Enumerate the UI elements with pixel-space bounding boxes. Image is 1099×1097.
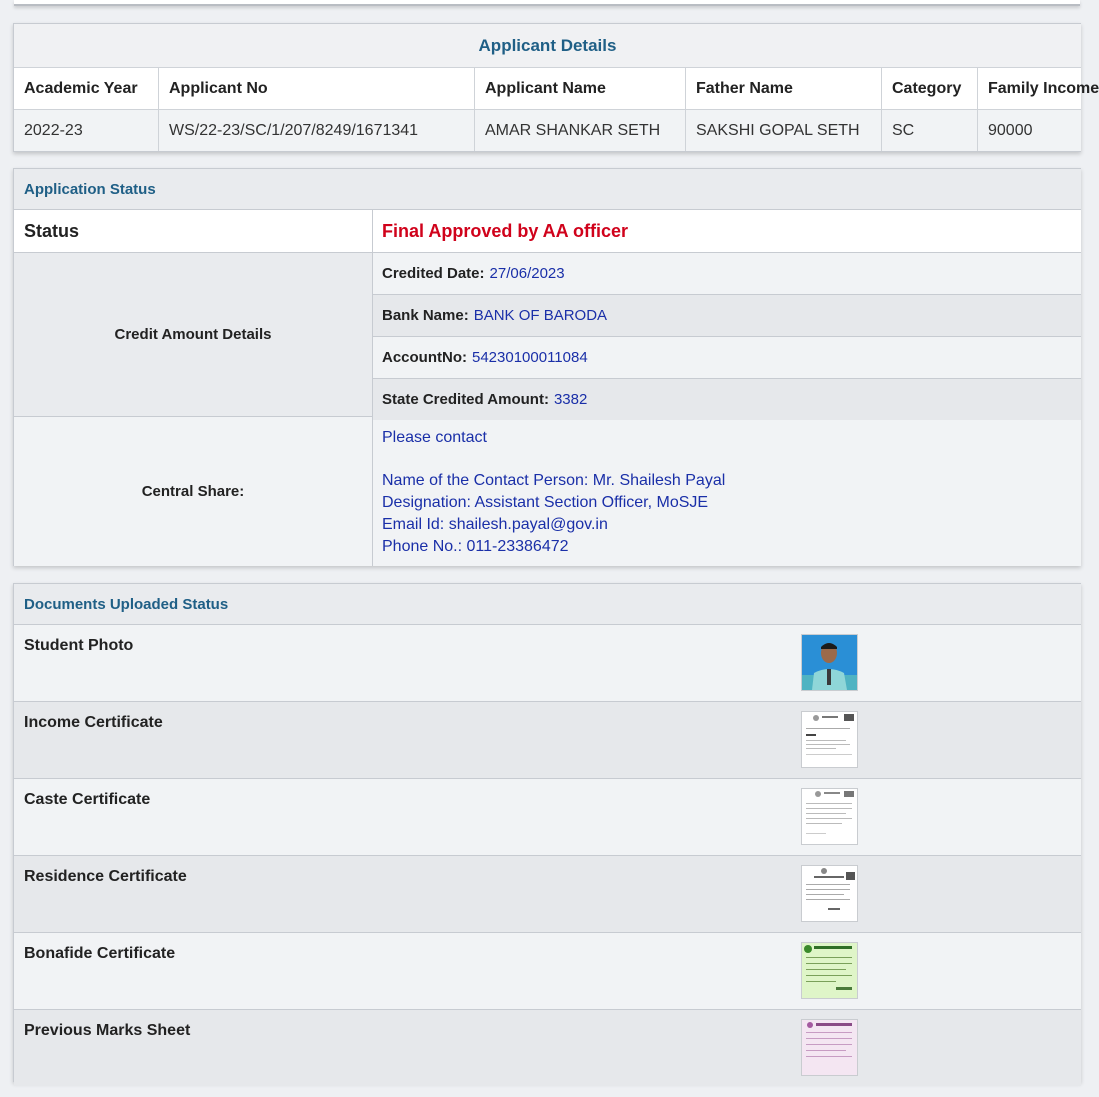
credit-amount-row: [14, 253, 1081, 417]
document-label: Residence Certificate: [24, 868, 187, 885]
credited-date-line: [373, 253, 1081, 295]
bonafide-certificate-thumbnail[interactable]: [801, 942, 858, 999]
document-label: Student Photo: [24, 637, 134, 654]
account-no-line: [373, 337, 1081, 379]
list-item: [14, 625, 1081, 702]
document-label: Income Certificate: [24, 714, 163, 731]
bank-name-label: Bank Name:: [382, 307, 469, 324]
column-header: Family Income: [988, 79, 1099, 97]
credited-date-value: 27/06/2023: [489, 265, 565, 282]
status-label: Status: [14, 210, 373, 252]
column-header: Applicant No: [159, 68, 475, 109]
account-no-value: 54230100011084: [472, 349, 588, 366]
state-credited-amount-line: [373, 379, 1081, 420]
previous-card-edge: [14, 0, 1080, 6]
income-certificate-thumbnail[interactable]: [801, 711, 858, 768]
list-item: [14, 933, 1081, 1010]
contact-designation: Designation: Assistant Section Officer, MoSJE: [382, 494, 709, 511]
list-item: [14, 856, 1081, 933]
applicant-no-cell: WS/22-23/SC/1/207/8249/1671341: [159, 110, 475, 151]
list-item: [14, 702, 1081, 779]
table-row: [14, 110, 1081, 151]
applicant-name-cell: AMAR SHANKAR SETH: [475, 110, 686, 151]
applicant-details-title: Applicant Details: [14, 24, 1081, 68]
documents-card: [13, 583, 1081, 1082]
status-value: Final Approved by AA officer: [382, 220, 629, 241]
state-credited-amount-value: 3382: [553, 391, 588, 408]
column-header: Academic Year: [14, 68, 159, 109]
credit-amount-label: Credit Amount Details: [14, 253, 373, 416]
application-status-card: [13, 168, 1081, 566]
applicant-table-header: [14, 68, 1099, 110]
list-item: [14, 1010, 1081, 1086]
document-label: Caste Certificate: [24, 791, 151, 808]
contact-phone: Phone No.: 011-23386472: [382, 538, 569, 555]
father-name-cell: SAKSHI GOPAL SETH: [686, 110, 882, 151]
academic-year-cell: 2022-23: [14, 110, 159, 151]
bank-name-line: [373, 295, 1081, 337]
contact-person: Name of the Contact Person: Mr. Shailesh Payal: [382, 472, 726, 489]
document-label: Previous Marks Sheet: [24, 1022, 191, 1039]
column-header: Category: [882, 68, 978, 109]
column-header: Applicant Name: [475, 68, 686, 109]
applicant-details-card: [13, 23, 1099, 152]
student-photo-thumbnail[interactable]: [801, 634, 858, 691]
contact-email: Email Id: shailesh.payal@gov.in: [382, 516, 608, 533]
category-cell: SC: [882, 110, 978, 151]
central-share-row: [14, 417, 1081, 566]
documents-title: Documents Uploaded Status: [14, 584, 1081, 625]
bank-name-value: BANK OF BARODA: [473, 307, 608, 324]
list-item: [14, 779, 1081, 856]
family-income-cell: 90000: [988, 121, 1033, 139]
status-row: [14, 210, 1081, 253]
central-share-label: Central Share:: [14, 417, 373, 566]
state-credited-amount-label: State Credited Amount:: [382, 391, 549, 408]
account-no-label: AccountNo:: [382, 349, 467, 366]
application-status-title: Application Status: [14, 169, 1081, 210]
documents-list: [14, 625, 1081, 1086]
contact-info: [373, 417, 1081, 566]
residence-certificate-thumbnail[interactable]: [801, 865, 858, 922]
contact-intro: Please contact: [382, 429, 487, 446]
column-header: Father Name: [686, 68, 882, 109]
document-label: Bonafide Certificate: [24, 945, 176, 962]
credited-date-label: Credited Date:: [382, 265, 485, 282]
previous-marks-sheet-thumbnail[interactable]: [801, 1019, 858, 1076]
caste-certificate-thumbnail[interactable]: [801, 788, 858, 845]
